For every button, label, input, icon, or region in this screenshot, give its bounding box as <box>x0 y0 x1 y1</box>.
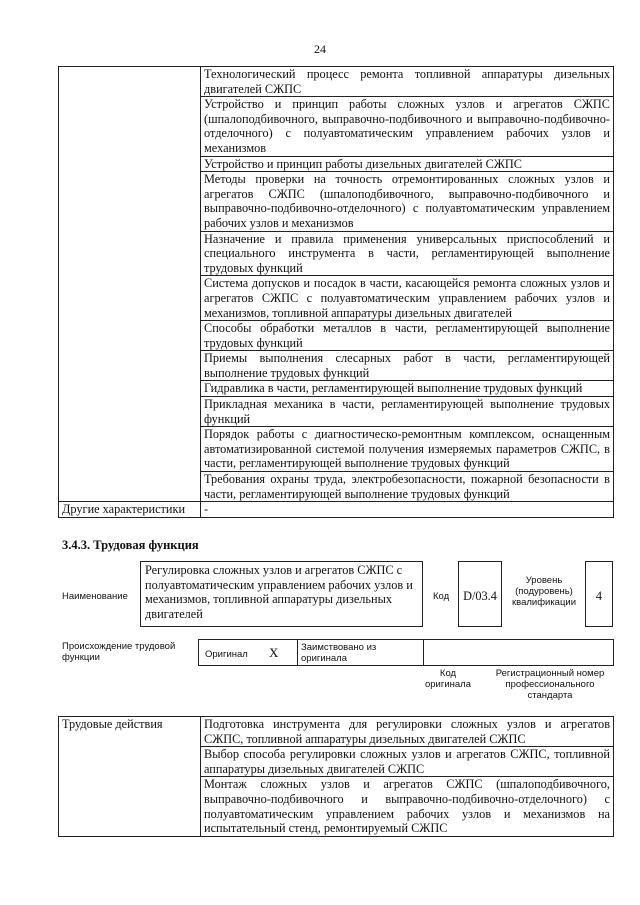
action-item: Монтаж сложных узлов и агрегатов СЖПС (шпалоподбивочного, выправочно-подбивочного и выправочно-подбивочно-отделочного) с полуавтоматическим управлением рабочих узлов и механизмов на испытательный стенд, ремонтируемый СЖПС <box>201 777 614 836</box>
level-label: Уровень (подуровень) квалификации <box>511 575 577 608</box>
action-item: Подготовка инструмента для регулировки сложных узлов и агрегатов СЖПС, топливной аппаратуры дизельных двигателей СЖПС <box>201 717 614 747</box>
origin-label: Происхождение трудовой функции <box>62 641 176 663</box>
other-characteristics-label: Другие характеристики <box>59 502 201 518</box>
page-number: 24 <box>314 42 326 56</box>
name-label: Наименование <box>62 591 128 602</box>
section-heading: 3.4.3. Трудовая функция <box>62 538 199 552</box>
knowledge-item: Методы проверки на точность отремонтированных сложных узлов и агрегатов СЖПС (шпалоподбивочного, выправочно-подбивочного и выправочно-подбивочно-отделочного) с полуавтоматическим управлением рабочих узлов и механизмов <box>201 172 614 231</box>
code-value-box: D/03.4 <box>458 561 502 627</box>
reg-number-label: Регистрационный номер профессионального стандарта <box>495 668 605 701</box>
knowledge-table <box>58 66 614 518</box>
original-mark: X <box>269 645 279 660</box>
original-label: Оригинал <box>205 649 248 660</box>
original-cell <box>199 640 298 665</box>
level-value-box: 4 <box>585 561 613 627</box>
knowledge-item: Устройство и принцип работы дизельных двигателей СЖПС <box>201 156 614 172</box>
knowledge-item: Прикладная механика в части, регламентирующей выполнение трудовых функций <box>201 397 614 427</box>
actions-label: Трудовые действия <box>59 717 201 837</box>
knowledge-item: Гидравлика в части, регламентирующей выполнение трудовых функций <box>201 381 614 397</box>
code-label: Код <box>433 591 450 602</box>
knowledge-label-cell <box>59 67 201 502</box>
knowledge-item: Требования охраны труда, электробезопасности, пожарной безопасности в части, регламентирующей выполнение трудовых функций <box>201 472 614 502</box>
table-row <box>59 717 614 747</box>
table-row <box>59 502 614 518</box>
action-item: Выбор способа регулировки сложных узлов и агрегатов СЖПС, топливной аппаратуры дизельных двигателей СЖПС <box>201 747 614 777</box>
borrowed-cell <box>297 640 424 665</box>
function-name-box: Регулировка сложных узлов и агрегатов СЖПС с полуавтоматическим управлением рабочих узлов и механизмов, топливной аппаратуры дизельных двигателей <box>140 561 423 627</box>
knowledge-item: Способы обработки металлов в части, регламентирующей выполнение трудовых функций <box>201 321 614 351</box>
actions-table <box>58 716 614 837</box>
table-row <box>59 67 614 97</box>
knowledge-item: Технологический процесс ремонта топливной аппаратуры дизельных двигателей СЖПС <box>201 67 614 97</box>
knowledge-item: Приемы выполнения слесарных работ в части, регламентирующей выполнение трудовых функций <box>201 351 614 381</box>
knowledge-item: Порядок работы с диагностическо-ремонтным комплексом, оснащенным автоматизированной системой получения измеряемых параметров СЖПС, в части, регламентирующей выполнение трудовых функций <box>201 427 614 472</box>
knowledge-item: Назначение и правила применения универсальных приспособлений и специального инструмента в части, регламентирующей выполнение трудовых функций <box>201 231 614 276</box>
knowledge-item: Устройство и принцип работы сложных узлов и агрегатов СЖПС (шпалоподбивочного, выправочно-подбивочного и выправочно-подбивочно-отделочного) с полуавтоматическим управлением рабочих узлов и механизмов <box>201 97 614 156</box>
borrowed-label: Заимствовано из оригинала <box>301 642 377 664</box>
origin-row <box>198 639 614 666</box>
knowledge-item: Система допусков и посадок в части, касающейся ремонта сложных узлов и агрегатов СЖПС с полуавтоматическим управлением рабочих узлов и механизмов, топливной аппаратуры дизельных двигателей <box>201 276 614 321</box>
other-characteristics-value: - <box>201 502 614 518</box>
code-original-label: Код оригинала <box>424 668 471 690</box>
